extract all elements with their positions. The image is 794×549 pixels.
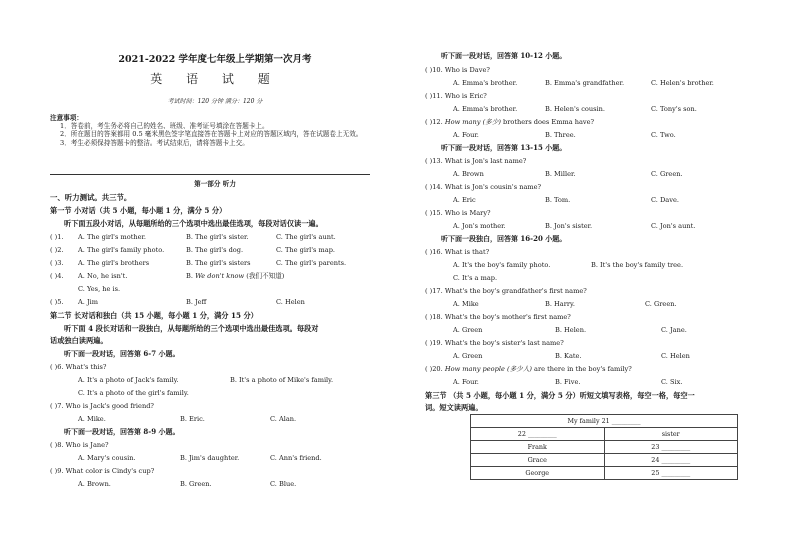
- q13: ( )13. What is Jon's last name?: [425, 157, 527, 165]
- q7-option-c: C. Alan.: [270, 415, 297, 423]
- q3-option-a: A. The girl's brothers: [78, 259, 150, 267]
- exam-title: 2021-2022 学年度七年级上学期第一次月考: [118, 54, 312, 65]
- q7: ( )7. Who is Jack's good friend?: [50, 402, 154, 410]
- sec2-desc-2: 话或独白读两遍。: [50, 336, 108, 345]
- q10-option-a: A. Emma's brother.: [453, 79, 518, 87]
- q16-option-a: A. It's the boy's family photo.: [453, 261, 551, 269]
- q10: ( )10. Who is Dave?: [425, 66, 490, 74]
- part-title: 第一部分 听力: [194, 180, 236, 188]
- q1-option-a: A. The girl's mother.: [78, 233, 147, 241]
- q20-gloss: (多少人): [507, 365, 532, 373]
- divider: [50, 174, 370, 175]
- q18-option-b: B. Helen.: [555, 326, 587, 334]
- q9-option-b: B. Green.: [180, 480, 212, 488]
- q3-option-c: C. The girl's parents.: [276, 259, 347, 267]
- group-6-7: 听下面一段对话，回答第 6-7 小题。: [64, 349, 180, 358]
- q11-option-c: C. Tony's son.: [651, 105, 697, 113]
- notice-head: 注意事项：: [50, 114, 83, 122]
- q1-num: ( )1.: [50, 233, 64, 241]
- table-cell-23[interactable]: 23 _________: [604, 441, 738, 454]
- q12: [425, 118, 594, 126]
- sec2-title: 第二节 长对话和独白（共 15 小题，每小题 1 分，满分 15 分）: [50, 311, 258, 320]
- q17-option-a: A. Mike: [453, 300, 479, 308]
- table-cell-my-family[interactable]: My family 21 _________: [471, 415, 738, 428]
- q19: ( )19. What's the boy's sister's last name?: [425, 339, 564, 347]
- q12-option-c: C. Two.: [651, 131, 676, 139]
- group-8-9: 听下面一段对话，回答第 8-9 小题。: [64, 427, 180, 436]
- q9-option-c: C. Blue.: [270, 480, 297, 488]
- q12-option-a: A. Four.: [453, 131, 479, 139]
- q18-option-c: C. Jane.: [661, 326, 687, 334]
- q8: ( )8. Who is Jane?: [50, 441, 109, 449]
- q15: ( )15. Who is Mary?: [425, 209, 491, 217]
- q6: ( )6. What's this?: [50, 363, 107, 371]
- q16-option-c: C. It's a map.: [453, 274, 498, 282]
- q3-option-b: B. The girl's sisters: [186, 259, 251, 267]
- q17-option-b: B. Harry.: [545, 300, 575, 308]
- table-row: [471, 454, 738, 467]
- q6-option-a: A. It's a photo of Jack's family.: [78, 376, 179, 384]
- notice-item-2: 2．所在题目的答案都用 0.5 毫米黑色签字笔直接答在答题卡上对应的答题区域内，答在试题卷上无效。: [60, 130, 363, 139]
- group-10-12: 听下面一段对话，回答第 10-12 小题。: [441, 51, 567, 60]
- q9-option-a: A. Brown.: [78, 480, 111, 488]
- sec3-title-2: 词。短文读两遍。: [425, 403, 483, 412]
- table-cell-grace: Grace: [471, 454, 605, 467]
- q20-how-many-people: How many people: [444, 365, 505, 373]
- q12-num: ( )12.: [425, 118, 443, 126]
- sec1-title: 第一节 小对话（共 5 小题，每小题 1 分，满分 5 分）: [50, 206, 227, 215]
- q18: ( )18. What's the boy's mother's first name?: [425, 313, 571, 321]
- q1-option-b: B. The girl's sister.: [186, 233, 249, 241]
- q11-option-b: B. Helen's cousin.: [545, 105, 605, 113]
- q16: ( )16. What is that?: [425, 248, 490, 256]
- q2-option-c: C. The girl's map.: [276, 246, 336, 254]
- table-cell-24[interactable]: 24 _________: [604, 454, 738, 467]
- sec2-desc-1: 听下面 4 段长对话和一段独白，从每题所给的三个选项中选出最佳选项。每段对: [64, 324, 319, 333]
- sec1-desc: 听下面五段小对话，从每题所给的三个选项中选出最佳选项，每段对话仅读一遍。: [64, 219, 323, 228]
- section-title: 一、听力测试。共三节。: [50, 193, 132, 202]
- notice-item-1: 1．答卷前，考生务必将自己的姓名、班级、准考证号填涂在答题卡上。: [60, 122, 269, 131]
- q14-option-b: B. Tom.: [545, 196, 571, 204]
- q14-option-c: C. Dave.: [651, 196, 679, 204]
- q8-option-c: C. Ann's friend.: [270, 454, 322, 462]
- q4-option-b-text: We don't know: [195, 272, 245, 280]
- q12-how-many: How many: [444, 118, 481, 126]
- q20-rest: are there in the boy's family?: [534, 365, 632, 373]
- q10-option-c: C. Helen's brother.: [651, 79, 714, 87]
- q12-option-b: B. Three.: [545, 131, 576, 139]
- q12-gloss: (多少): [482, 118, 501, 126]
- q4-num: ( )4.: [50, 272, 64, 280]
- fill-in-table: [470, 414, 738, 480]
- sec3-title-1: 第三节 （共 5 小题，每小题 1 分，满分 5 分）听短文填写表格，每空一格，每空一: [425, 391, 695, 400]
- subject-title: 英 语 试 题: [150, 72, 280, 86]
- table-cell-22[interactable]: 22 _________: [471, 428, 605, 441]
- q20-num: ( )20.: [425, 365, 443, 373]
- q14: ( )14. What is Jon's cousin's name?: [425, 183, 542, 191]
- q20: [425, 365, 632, 373]
- q9: ( )9. What color is Cindy's cup?: [50, 467, 155, 475]
- q7-option-b: B. Eric.: [180, 415, 205, 423]
- q4-option-b: [186, 272, 284, 280]
- q4-option-b-letter: B.: [186, 272, 193, 280]
- q4-option-b-gloss: (我们不知道): [246, 272, 285, 280]
- q11-option-a: A. Emma's brother.: [453, 105, 518, 113]
- q16-option-b: B. It's the boy's family tree.: [591, 261, 684, 269]
- q4-option-a: A. No, he isn't.: [78, 272, 128, 280]
- q15-option-b: B. Jon's sister.: [545, 222, 593, 230]
- table-cell-25[interactable]: 25 _________: [604, 467, 738, 480]
- q11: ( )11. Who is Eric?: [425, 92, 487, 100]
- q19-option-a: A. Green: [453, 352, 483, 360]
- q6-option-c: C. It's a photo of the girl's family.: [78, 389, 189, 397]
- q17: ( )17. What's the boy's grandfather's first name?: [425, 287, 587, 295]
- q19-option-c: C. Helen: [661, 352, 690, 360]
- q13-option-a: A. Brown: [453, 170, 484, 178]
- q2-option-a: A. The girl's family photo.: [78, 246, 165, 254]
- q3-num: ( )3.: [50, 259, 64, 267]
- table-row: [471, 441, 738, 454]
- table-cell-george: George: [471, 467, 605, 480]
- q10-option-b: B. Emma's grandfather.: [545, 79, 625, 87]
- q12-rest: brothers does Emma have?: [503, 118, 595, 126]
- q18-option-a: A. Green: [453, 326, 483, 334]
- q4-option-c: C. Yes, he is.: [78, 285, 121, 293]
- group-13-15: 听下面一段对话，回答第 13-15 小题。: [441, 143, 567, 152]
- q2-option-b: B. The girl's dog.: [186, 246, 244, 254]
- table-cell-sister: sister: [604, 428, 738, 441]
- table-row: [471, 415, 738, 428]
- q13-option-b: B. Miller.: [545, 170, 576, 178]
- q5-option-a: A. Jim: [78, 298, 98, 306]
- exam-info: 考试时间：120 分钟 满分：120 分: [167, 98, 263, 105]
- q2-num: ( )2.: [50, 246, 64, 254]
- q7-option-a: A. Mike.: [78, 415, 106, 423]
- table-cell-frank: Frank: [471, 441, 605, 454]
- table-row: [471, 428, 738, 441]
- notice-item-3: 3．考生必须保持答题卡的整洁。考试结束后，请将答题卡上交。: [60, 138, 249, 147]
- q15-option-c: C. Jon's aunt.: [651, 222, 696, 230]
- q15-option-a: A. Jon's mother.: [453, 222, 506, 230]
- table-row: [471, 467, 738, 480]
- notice-block: [50, 114, 380, 147]
- q8-option-a: A. Mary's cousin.: [78, 454, 136, 462]
- q13-option-c: C. Green.: [651, 170, 683, 178]
- q6-option-b: B. It's a photo of Mike's family.: [230, 376, 334, 384]
- q17-option-c: C. Green.: [645, 300, 677, 308]
- q20-option-c: C. Six.: [661, 378, 683, 386]
- q1-option-c: C. The girl's aunt.: [276, 233, 336, 241]
- q5-num: ( )5.: [50, 298, 64, 306]
- q19-option-b: B. Kate.: [555, 352, 582, 360]
- group-16-20: 听下面一段独白，回答第 16-20 小题。: [441, 234, 567, 243]
- q8-option-b: B. Jim's daughter.: [180, 454, 240, 462]
- q20-option-a: A. Four.: [453, 378, 479, 386]
- q14-option-a: A. Eric: [453, 196, 476, 204]
- q20-option-b: B. Five.: [555, 378, 581, 386]
- q5-option-c: C. Helen: [276, 298, 305, 306]
- q5-option-b: B. Jeff: [186, 298, 207, 306]
